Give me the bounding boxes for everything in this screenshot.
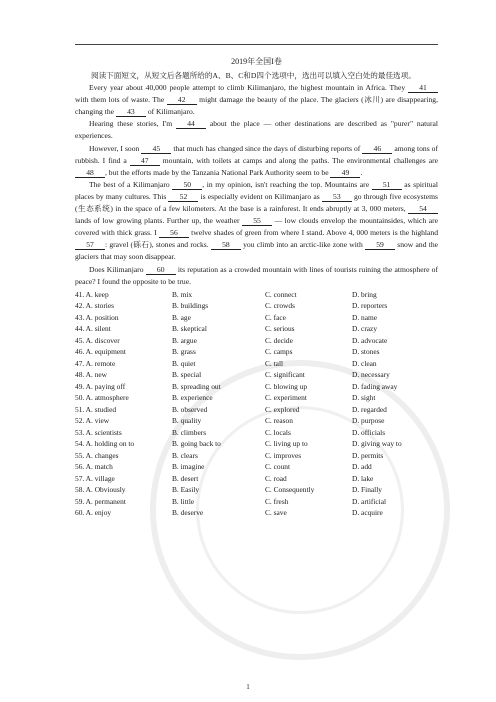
option-choice: D. reporters bbox=[352, 301, 388, 311]
option-choice: C. improves bbox=[265, 450, 302, 460]
option-choice: C. locals bbox=[265, 427, 291, 437]
option-choice: 44. A. silent bbox=[75, 324, 111, 334]
option-choice: B. little bbox=[172, 496, 195, 506]
passage-text: you climb into an arctic-like zone with bbox=[240, 240, 366, 250]
option-choice: 55. A. changes bbox=[75, 450, 119, 460]
option-choice: D. officials bbox=[352, 427, 386, 437]
blank-59: 59 bbox=[365, 240, 395, 250]
option-choice: C. camps bbox=[265, 347, 293, 357]
option-choice: 49. A. paying off bbox=[75, 381, 126, 391]
passage-text: as spiritual places by many cultures. This bbox=[75, 179, 439, 201]
blank-60: 60 bbox=[146, 265, 176, 275]
passage-text: : gravel (砾石), stones and rocks. bbox=[105, 240, 211, 250]
option-choice: C. save bbox=[265, 508, 287, 518]
option-choice: 59. A. permanent bbox=[75, 496, 126, 506]
blank-49: 49 bbox=[330, 168, 360, 178]
option-choice: B. observed bbox=[172, 404, 208, 414]
option-choice: C. Consequently bbox=[265, 485, 315, 495]
page-number: 1 bbox=[246, 683, 250, 691]
option-row bbox=[75, 438, 438, 450]
option-choice: 54. A. holding on to bbox=[75, 439, 135, 449]
header-rule bbox=[75, 44, 438, 45]
option-choice: C. crowds bbox=[265, 301, 295, 311]
option-choice: C. road bbox=[265, 473, 287, 483]
option-row bbox=[75, 300, 438, 312]
option-row bbox=[75, 346, 438, 358]
option-row bbox=[75, 323, 438, 335]
blank-44: 44 bbox=[176, 119, 206, 129]
passage-text: with them lots of waste. The bbox=[75, 95, 167, 105]
option-row bbox=[75, 507, 438, 519]
option-choice: C. experiment bbox=[265, 393, 307, 403]
instructions: 阅读下面短文，从短文后各题所给的A、B、C和D四个选项中，选出可以填入空白处的最佳选项。 bbox=[91, 71, 416, 80]
option-choice: C. decide bbox=[265, 335, 293, 345]
option-choice: D. bring bbox=[352, 289, 377, 299]
option-choice: 45. A. discover bbox=[75, 335, 120, 345]
passage-text: about the place — other destinations are described as "purer" natural experiences. bbox=[75, 119, 438, 141]
option-choice: C. count bbox=[265, 462, 291, 472]
blank-57: 57 bbox=[75, 240, 105, 250]
option-row bbox=[75, 484, 438, 496]
option-row bbox=[75, 369, 438, 381]
passage-text: Does Kilimanjaro bbox=[89, 264, 146, 274]
option-row bbox=[75, 473, 438, 485]
blank-41: 41 bbox=[408, 83, 438, 93]
option-choice: C. explored bbox=[265, 404, 300, 414]
option-choice: B. mix bbox=[172, 289, 193, 299]
passage-text: Hearing these stories, I'm bbox=[89, 119, 176, 129]
blank-58: 58 bbox=[211, 240, 241, 250]
option-row bbox=[75, 381, 438, 393]
option-choice: 47. A. remote bbox=[75, 358, 116, 368]
option-choice: 48. A. new bbox=[75, 370, 108, 380]
passage-text: , but the efforts made by the Tanzania National Park Authority seem to be bbox=[105, 167, 331, 177]
option-row bbox=[75, 289, 438, 301]
option-choice: B. special bbox=[172, 370, 202, 380]
option-choice: B. grass bbox=[172, 347, 196, 357]
passage-text: that much has changed since the days of disturbing reports of bbox=[171, 143, 363, 153]
option-choice: C. tall bbox=[265, 358, 284, 368]
option-choice: D. fading away bbox=[352, 381, 398, 391]
option-choice: D. regarded bbox=[352, 404, 387, 414]
passage-paragraph bbox=[75, 143, 438, 179]
option-row bbox=[75, 335, 438, 347]
option-choice: C. living up to bbox=[265, 439, 308, 449]
blank-53: 53 bbox=[322, 192, 352, 202]
option-choice: C. significant bbox=[265, 370, 305, 380]
passage-text: lands of low growing plants. Further up, the weather bbox=[75, 216, 243, 226]
option-choice: D. purpose bbox=[352, 416, 385, 426]
option-choice: D. name bbox=[352, 312, 378, 322]
option-row bbox=[75, 496, 438, 508]
option-choice: D. add bbox=[352, 462, 372, 472]
option-choice: B. deserve bbox=[172, 508, 204, 518]
passage-text: might damage the beauty of the place. The glaciers (冰川) are disappearing, changing the bbox=[75, 95, 438, 117]
blank-46: 46 bbox=[362, 144, 392, 154]
option-choice: D. Finally bbox=[352, 485, 382, 495]
option-choice: B. Easily bbox=[172, 485, 200, 495]
option-choice: 52. A. view bbox=[75, 416, 110, 426]
passage-paragraph bbox=[75, 118, 438, 142]
option-choice: 42. A. stories bbox=[75, 301, 115, 311]
option-choice: B. quiet bbox=[172, 358, 196, 368]
option-choice: 57. A. village bbox=[75, 473, 115, 483]
option-choice: C. connect bbox=[265, 289, 297, 299]
option-choice: C. fresh bbox=[265, 496, 289, 506]
option-choice: B. argue bbox=[172, 335, 197, 345]
blank-48: 48 bbox=[75, 168, 105, 178]
passage-text: is especially evident on Kilimanjaro as bbox=[198, 191, 322, 201]
option-choice: D. necessary bbox=[352, 370, 390, 380]
passage-text: among tons of rubbish. I find a bbox=[75, 143, 438, 165]
option-row bbox=[75, 415, 438, 427]
option-choice: 56. A. match bbox=[75, 462, 113, 472]
passage-paragraph bbox=[75, 264, 438, 288]
option-choice: 53. A. scientists bbox=[75, 427, 122, 437]
blank-54: 54 bbox=[408, 204, 438, 214]
option-row bbox=[75, 358, 438, 370]
option-choice: D. lake bbox=[352, 473, 374, 483]
passage-text: go through five ecosystems (生态系统) in the space of a few kilometers. At the base is a rainforest. It ends abruptly at 3, 000 meters, bbox=[75, 191, 438, 214]
option-row bbox=[75, 312, 438, 324]
passage-text: However, I soon bbox=[89, 143, 142, 153]
option-choice: B. climbers bbox=[172, 427, 207, 437]
blank-55: 55 bbox=[242, 216, 272, 226]
passage-text: its reputation as a crowded mountain with lines of tourists ruining the atmosphere of peace? I found the opposite to be true. bbox=[75, 264, 438, 286]
blank-50: 50 bbox=[172, 180, 202, 190]
option-choice: C. blowing up bbox=[265, 381, 308, 391]
blank-52: 52 bbox=[168, 192, 198, 202]
option-row bbox=[75, 461, 438, 473]
passage-text: mountain, with toilets at camps and along the paths. The environmental challenges are bbox=[159, 155, 439, 165]
option-choice: D. advocate bbox=[352, 335, 388, 345]
option-choice: 51. A. studied bbox=[75, 404, 117, 414]
passage-text: snow and the glaciers that may soon disappear. bbox=[75, 240, 438, 262]
blank-56: 56 bbox=[159, 228, 189, 238]
option-choice: B. going back to bbox=[172, 439, 221, 449]
option-choice: 41. A. keep bbox=[75, 289, 109, 299]
passage-text: of Kilimanjaro. bbox=[145, 107, 195, 117]
option-choice: B. quality bbox=[172, 416, 202, 426]
option-choice: D. acquire bbox=[352, 508, 383, 518]
option-choice: B. desert bbox=[172, 473, 199, 483]
page-title: 2019年全国I卷 bbox=[231, 57, 282, 66]
passage-paragraph bbox=[75, 82, 438, 118]
cloze-passage bbox=[75, 82, 438, 288]
option-choice: 43. A. position bbox=[75, 312, 119, 322]
option-choice: B. clears bbox=[172, 450, 198, 460]
blank-43: 43 bbox=[116, 107, 146, 117]
passage-text: — low clouds envelop the mountainsides, which are covered with thick grass. I bbox=[75, 216, 438, 238]
option-row bbox=[75, 404, 438, 416]
page-content bbox=[75, 56, 438, 519]
option-choice: 60. A. enjoy bbox=[75, 508, 112, 518]
option-choice: D. crazy bbox=[352, 324, 378, 334]
option-row bbox=[75, 450, 438, 462]
option-choice: B. spreading out bbox=[172, 381, 221, 391]
option-choice: B. imagine bbox=[172, 462, 205, 472]
option-choice: C. face bbox=[265, 312, 286, 322]
option-choice: D. artificial bbox=[352, 496, 387, 506]
option-choice: B. experience bbox=[172, 393, 213, 403]
option-choice: 58. A. Obviously bbox=[75, 485, 126, 495]
option-choice: D. stones bbox=[352, 347, 380, 357]
option-choice: D. giving way to bbox=[352, 439, 402, 449]
option-row bbox=[75, 392, 438, 404]
option-choice: D. sight bbox=[352, 393, 376, 403]
option-choice: 50. A. atmosphere bbox=[75, 393, 129, 403]
passage-text: , in my opinion, isn't reaching the top. Mountains are bbox=[202, 179, 372, 189]
blank-47: 47 bbox=[130, 156, 160, 166]
passage-text: twelve shades of green from where I stand. Above 4, 000 meters is the highland bbox=[188, 228, 438, 238]
option-choice: D. clean bbox=[352, 358, 377, 368]
blank-45: 45 bbox=[141, 144, 171, 154]
passage-paragraph bbox=[75, 179, 438, 264]
passage-text: . bbox=[360, 167, 363, 177]
option-choice: B. skeptical bbox=[172, 324, 207, 334]
blank-42: 42 bbox=[167, 95, 197, 105]
options-table bbox=[75, 289, 438, 519]
passage-text: The best of a Kilimanjaro bbox=[89, 179, 173, 189]
option-choice: 46. A. equipment bbox=[75, 347, 126, 357]
option-choice: D. permits bbox=[352, 450, 384, 460]
blank-51: 51 bbox=[372, 180, 402, 190]
option-choice: C. reason bbox=[265, 416, 293, 426]
passage-text: Every year about 40,000 people attempt to climb Kilimanjaro, the highest mountain in Africa. They bbox=[89, 83, 408, 93]
option-choice: B. buildings bbox=[172, 301, 209, 311]
option-choice: B. age bbox=[172, 312, 191, 322]
option-choice: C. serious bbox=[265, 324, 295, 334]
option-row bbox=[75, 427, 438, 439]
